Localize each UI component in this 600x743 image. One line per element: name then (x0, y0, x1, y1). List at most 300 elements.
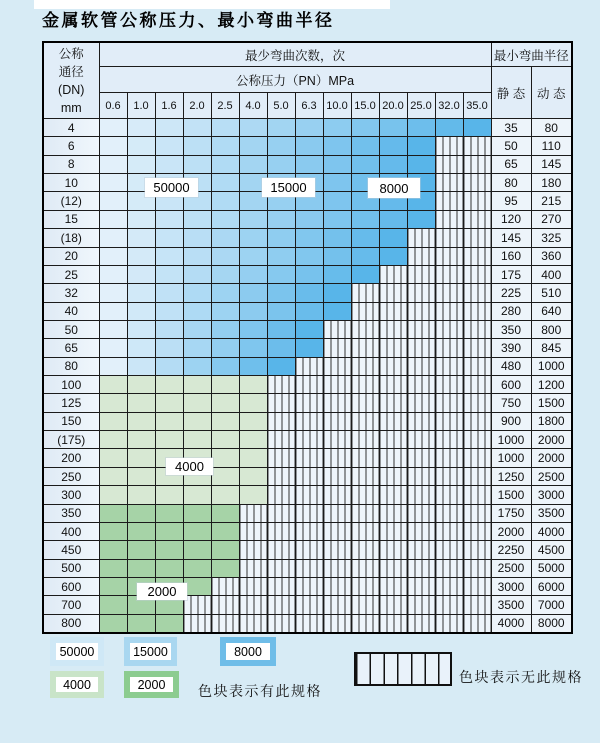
no-spec-cell (351, 339, 379, 357)
pn-spec-cell (323, 302, 351, 320)
static-radius-cell: 2250 (491, 541, 531, 559)
pn-spec-cell (127, 394, 155, 412)
pn-spec-cell (239, 284, 267, 302)
pn-spec-cell (239, 247, 267, 265)
pn-spec-cell (211, 137, 239, 155)
pn-spec-cell (99, 357, 127, 375)
pn-spec-cell (99, 559, 127, 577)
pn-spec-cell (155, 302, 183, 320)
pn-spec-cell (155, 320, 183, 338)
no-spec-cell (295, 412, 323, 430)
static-radius-cell: 1000 (491, 431, 531, 449)
no-spec-cell (239, 614, 267, 633)
no-spec-cell (379, 449, 407, 467)
no-spec-cell (435, 449, 463, 467)
no-spec-cell (435, 357, 463, 375)
dn-cell: 450 (43, 541, 99, 559)
pn-spec-cell (183, 431, 211, 449)
dynamic-radius-cell: 80 (531, 119, 572, 137)
no-spec-cell (463, 522, 491, 540)
pn-spec-cell (99, 210, 127, 228)
pn-spec-cell (323, 229, 351, 247)
no-spec-cell (407, 614, 435, 633)
no-spec-cell (267, 394, 295, 412)
pn-spec-cell (295, 302, 323, 320)
table-row (43, 486, 572, 504)
static-radius-cell: 120 (491, 210, 531, 228)
pn-spec-cell (127, 357, 155, 375)
dynamic-radius-cell: 1000 (531, 357, 572, 375)
pn-spec-cell (99, 302, 127, 320)
static-radius-cell: 2500 (491, 559, 531, 577)
pn-spec-cell (127, 284, 155, 302)
no-spec-cell (379, 339, 407, 357)
dynamic-radius-cell: 270 (531, 210, 572, 228)
pn-spec-cell (295, 284, 323, 302)
pn-spec-cell (295, 265, 323, 283)
no-spec-cell (267, 596, 295, 614)
no-spec-cell (295, 486, 323, 504)
no-spec-cell (463, 504, 491, 522)
dynamic-radius-cell: 400 (531, 265, 572, 283)
pn-spec-cell (323, 265, 351, 283)
table-row (43, 210, 572, 228)
table-row (43, 449, 572, 467)
pn-spec-cell (155, 119, 183, 137)
static-radius-cell: 50 (491, 137, 531, 155)
dynamic-radius-cell: 845 (531, 339, 572, 357)
no-spec-cell (435, 522, 463, 540)
no-spec-cell (267, 467, 295, 485)
no-spec-cell (463, 155, 491, 173)
dn-cell: 32 (43, 284, 99, 302)
no-spec-cell (463, 449, 491, 467)
pn-spec-cell (127, 376, 155, 394)
pn-spec-cell (99, 119, 127, 137)
pn-spec-cell (183, 577, 211, 595)
no-spec-cell (351, 486, 379, 504)
dynamic-radius-cell: 4500 (531, 541, 572, 559)
pn-spec-cell (211, 247, 239, 265)
table-row (43, 614, 572, 633)
static-radius-cell: 1000 (491, 449, 531, 467)
pn-spec-cell (127, 541, 155, 559)
no-spec-cell (435, 504, 463, 522)
dynamic-radius-cell: 1500 (531, 394, 572, 412)
pn-spec-cell (323, 284, 351, 302)
pn-spec-cell (155, 210, 183, 228)
page-title: 金属软管公称压力、最小弯曲半径 (42, 11, 335, 31)
pn-spec-cell (155, 376, 183, 394)
pn-spec-cell (127, 320, 155, 338)
no-spec-cell (379, 467, 407, 485)
pn-spec-cell (99, 541, 127, 559)
pn-spec-cell (127, 119, 155, 137)
pn-spec-cell (267, 320, 295, 338)
no-spec-cell (379, 357, 407, 375)
pn-spec-cell (295, 339, 323, 357)
static-radius-cell: 900 (491, 412, 531, 430)
pn-spec-cell (267, 229, 295, 247)
no-spec-cell (323, 559, 351, 577)
static-radius-cell: 1250 (491, 467, 531, 485)
no-spec-cell (435, 596, 463, 614)
dn-cell: 800 (43, 614, 99, 633)
pn-spec-cell (239, 412, 267, 430)
no-spec-cell (407, 541, 435, 559)
no-spec-cell (323, 522, 351, 540)
pn-spec-cell (127, 247, 155, 265)
no-spec-cell (351, 596, 379, 614)
static-radius-cell: 175 (491, 265, 531, 283)
pn-spec-cell (295, 247, 323, 265)
static-radius-cell: 280 (491, 302, 531, 320)
pn-spec-cell (155, 394, 183, 412)
no-spec-cell (267, 577, 295, 595)
no-spec-cell (463, 486, 491, 504)
static-radius-cell: 1500 (491, 486, 531, 504)
table-row (43, 302, 572, 320)
legend-swatch-50000: 50000 (50, 637, 104, 666)
no-spec-cell (295, 376, 323, 394)
dn-cell: 25 (43, 265, 99, 283)
pn-spec-cell (295, 155, 323, 173)
pn-spec-cell (239, 137, 267, 155)
no-spec-cell (295, 522, 323, 540)
static-radius-cell: 1750 (491, 504, 531, 522)
pn-spec-cell (183, 339, 211, 357)
no-spec-cell (295, 614, 323, 633)
no-spec-cell (295, 596, 323, 614)
no-spec-cell (295, 449, 323, 467)
dn-cell: 40 (43, 302, 99, 320)
pn-spec-cell (211, 174, 239, 192)
pn-spec-cell (407, 119, 435, 137)
pn-spec-cell (211, 192, 239, 210)
no-spec-cell (379, 412, 407, 430)
no-spec-cell (295, 541, 323, 559)
dn-cell: (12) (43, 192, 99, 210)
dn-cell: 600 (43, 577, 99, 595)
pn-spec-cell (239, 119, 267, 137)
pn-spec-cell (183, 137, 211, 155)
pn-spec-cell (99, 174, 127, 192)
pn-spec-cell (323, 192, 351, 210)
pn-spec-cell (211, 284, 239, 302)
table-row (43, 467, 572, 485)
no-spec-cell (463, 210, 491, 228)
pn-spec-cell (183, 486, 211, 504)
no-spec-cell (407, 302, 435, 320)
static-radius-cell: 225 (491, 284, 531, 302)
dynamic-radius-cell: 640 (531, 302, 572, 320)
pn-spec-cell (463, 119, 491, 137)
pn-spec-cell (211, 376, 239, 394)
pn-spec-cell (127, 302, 155, 320)
pn-spec-cell (239, 320, 267, 338)
pn-spec-cell (323, 247, 351, 265)
no-spec-cell (435, 302, 463, 320)
pn-spec-cell (407, 155, 435, 173)
pn-spec-cell (127, 522, 155, 540)
dn-cell: 250 (43, 467, 99, 485)
table-row (43, 504, 572, 522)
table-row (43, 357, 572, 375)
no-spec-cell (351, 302, 379, 320)
pn-spec-cell (211, 449, 239, 467)
pn-spec-cell (155, 229, 183, 247)
dynamic-radius-cell: 215 (531, 192, 572, 210)
legend-swatch-2000: 2000 (124, 671, 179, 698)
cycle-count-label: 2000 (137, 583, 187, 600)
no-spec-cell (407, 357, 435, 375)
header-row-1 (43, 42, 572, 67)
table-row (43, 137, 572, 155)
pn-spec-cell (239, 376, 267, 394)
dynamic-radius-cell: 8000 (531, 614, 572, 633)
static-radius-cell: 2000 (491, 522, 531, 540)
pn-spec-cell (155, 522, 183, 540)
no-spec-cell (379, 522, 407, 540)
no-spec-cell (379, 541, 407, 559)
pn-spec-cell (211, 504, 239, 522)
pressure-header: 公称压力（PN）MPa (99, 67, 491, 93)
pn-spec-cell (267, 155, 295, 173)
no-spec-cell (435, 155, 463, 173)
pn-spec-cell (155, 247, 183, 265)
dynamic-radius-cell: 4000 (531, 522, 572, 540)
no-spec-cell (351, 522, 379, 540)
pn-spec-cell (351, 265, 379, 283)
static-radius-cell: 3500 (491, 596, 531, 614)
legend-swatch-4000: 4000 (50, 671, 104, 698)
pn-spec-cell (267, 137, 295, 155)
no-spec-cell (267, 449, 295, 467)
no-spec-cell (463, 412, 491, 430)
no-spec-cell (239, 504, 267, 522)
pn-spec-cell (323, 119, 351, 137)
pn-spec-cell (239, 229, 267, 247)
pn-spec-cell (127, 265, 155, 283)
pn-spec-cell (211, 339, 239, 357)
no-spec-cell (351, 376, 379, 394)
pn-spec-cell (183, 284, 211, 302)
pn-spec-cell (155, 155, 183, 173)
pn-spec-cell (323, 174, 351, 192)
pn-spec-cell (99, 192, 127, 210)
dn-cell: 20 (43, 247, 99, 265)
pn-spec-cell (127, 412, 155, 430)
pn-spec-cell (351, 155, 379, 173)
static-radius-cell: 160 (491, 247, 531, 265)
dynamic-radius-cell: 5000 (531, 559, 572, 577)
no-spec-cell (435, 412, 463, 430)
pn-spec-cell (99, 320, 127, 338)
no-spec-cell (463, 137, 491, 155)
pn-spec-cell (99, 284, 127, 302)
pn-spec-cell (99, 614, 127, 633)
no-spec-cell (323, 486, 351, 504)
no-spec-cell (211, 577, 239, 595)
pn-column-header: 20.0 (379, 93, 407, 119)
no-spec-cell (435, 137, 463, 155)
no-spec-cell (435, 320, 463, 338)
no-spec-cell (435, 265, 463, 283)
static-radius-cell: 80 (491, 174, 531, 192)
no-spec-cell (463, 541, 491, 559)
no-spec-cell (435, 247, 463, 265)
no-spec-cell (435, 486, 463, 504)
pn-spec-cell (155, 504, 183, 522)
pn-column-header: 35.0 (463, 93, 491, 119)
pn-column-header: 2.0 (183, 93, 211, 119)
no-spec-cell (379, 431, 407, 449)
pn-spec-cell (183, 302, 211, 320)
no-spec-cell (407, 265, 435, 283)
no-spec-cell (435, 192, 463, 210)
pn-spec-cell (211, 541, 239, 559)
pn-spec-cell (295, 119, 323, 137)
dynamic-radius-cell: 6000 (531, 577, 572, 595)
pn-spec-cell (211, 394, 239, 412)
no-spec-cell (323, 357, 351, 375)
no-spec-cell (323, 614, 351, 633)
dn-cell: 350 (43, 504, 99, 522)
no-spec-cell (267, 522, 295, 540)
pn-spec-cell (183, 376, 211, 394)
no-spec-cell (323, 577, 351, 595)
legend-has-spec-text: 色块表示有此规格 (198, 683, 322, 699)
pn-spec-cell (239, 357, 267, 375)
pn-spec-cell (99, 596, 127, 614)
static-radius-cell: 95 (491, 192, 531, 210)
pn-spec-cell (407, 137, 435, 155)
no-spec-cell (239, 522, 267, 540)
no-spec-cell (267, 541, 295, 559)
no-spec-cell (463, 192, 491, 210)
pn-spec-cell (295, 137, 323, 155)
static-radius-cell: 145 (491, 229, 531, 247)
no-spec-cell (407, 486, 435, 504)
no-spec-cell (463, 596, 491, 614)
pn-spec-cell (351, 137, 379, 155)
pn-spec-cell (127, 229, 155, 247)
no-spec-cell (239, 577, 267, 595)
dynamic-radius-cell: 110 (531, 137, 572, 155)
no-spec-cell (435, 376, 463, 394)
table-row (43, 596, 572, 614)
no-spec-cell (407, 577, 435, 595)
dn-cell: (175) (43, 431, 99, 449)
no-spec-cell (323, 467, 351, 485)
pn-spec-cell (267, 119, 295, 137)
no-spec-cell (463, 357, 491, 375)
dynamic-radius-cell: 1200 (531, 376, 572, 394)
pn-spec-cell (127, 486, 155, 504)
no-spec-cell (435, 559, 463, 577)
pn-spec-cell (127, 137, 155, 155)
pn-spec-cell (99, 229, 127, 247)
no-spec-cell (351, 449, 379, 467)
dynamic-radius-cell: 2000 (531, 449, 572, 467)
static-radius-cell: 750 (491, 394, 531, 412)
pn-spec-cell (211, 119, 239, 137)
pn-spec-cell (239, 302, 267, 320)
pn-spec-cell (323, 210, 351, 228)
no-spec-cell (379, 302, 407, 320)
pn-spec-cell (267, 357, 295, 375)
pn-spec-cell (379, 210, 407, 228)
no-spec-cell (379, 265, 407, 283)
pn-spec-cell (267, 210, 295, 228)
dn-cell: 6 (43, 137, 99, 155)
static-radius-cell: 480 (491, 357, 531, 375)
pn-spec-cell (239, 210, 267, 228)
pn-spec-cell (211, 302, 239, 320)
no-spec-cell (211, 614, 239, 633)
pn-spec-cell (155, 431, 183, 449)
pn-spec-cell (351, 119, 379, 137)
pn-spec-cell (183, 394, 211, 412)
no-spec-cell (323, 541, 351, 559)
radius-header: 最小弯曲半径 (491, 42, 572, 67)
dn-cell: 4 (43, 119, 99, 137)
dynamic-radius-cell: 3000 (531, 486, 572, 504)
table-row (43, 431, 572, 449)
pn-spec-cell (99, 486, 127, 504)
no-spec-cell (463, 559, 491, 577)
dynamic-radius-cell: 325 (531, 229, 572, 247)
no-spec-cell (379, 596, 407, 614)
cycle-count-label: 8000 (368, 178, 420, 198)
pn-spec-cell (351, 229, 379, 247)
pn-column-header: 4.0 (239, 93, 267, 119)
dn-cell: 100 (43, 376, 99, 394)
legend-swatch-8000: 8000 (220, 637, 276, 666)
pn-spec-cell (127, 467, 155, 485)
pn-spec-cell (155, 614, 183, 633)
no-spec-cell (323, 449, 351, 467)
no-spec-cell (407, 320, 435, 338)
pn-spec-cell (239, 394, 267, 412)
pn-spec-cell (379, 155, 407, 173)
no-spec-cell (351, 284, 379, 302)
dynamic-radius-cell: 145 (531, 155, 572, 173)
cycle-count-label: 50000 (145, 178, 198, 197)
pn-spec-cell (155, 265, 183, 283)
no-spec-cell (323, 504, 351, 522)
pn-spec-cell (155, 284, 183, 302)
no-spec-cell (323, 431, 351, 449)
no-spec-cell (351, 394, 379, 412)
dynamic-radius-cell: 180 (531, 174, 572, 192)
static-radius-cell: 65 (491, 155, 531, 173)
pn-spec-cell (155, 486, 183, 504)
table-row (43, 394, 572, 412)
pn-spec-cell (379, 119, 407, 137)
pn-spec-cell (99, 137, 127, 155)
pn-column-header: 25.0 (407, 93, 435, 119)
no-spec-cell (407, 412, 435, 430)
dn-cell: 65 (43, 339, 99, 357)
no-spec-cell (463, 431, 491, 449)
pn-spec-cell (211, 412, 239, 430)
pn-column-header: 15.0 (351, 93, 379, 119)
table-row (43, 522, 572, 540)
pn-spec-cell (155, 357, 183, 375)
spec-table (42, 41, 573, 634)
pn-spec-cell (99, 504, 127, 522)
